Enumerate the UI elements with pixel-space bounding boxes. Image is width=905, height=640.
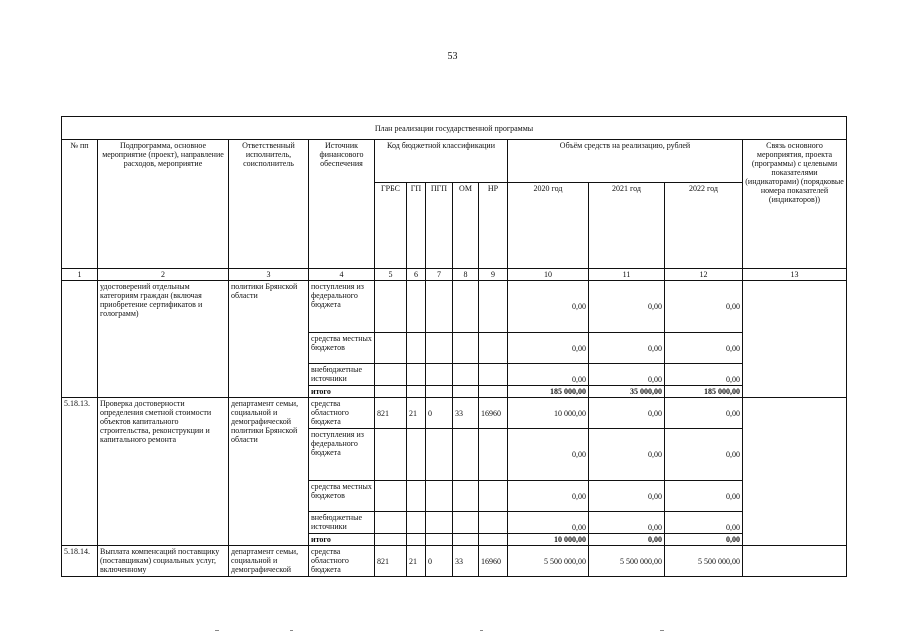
header-name: Подпрограмма, основное мероприятие (проект), направление расходов, мероприятие [98,140,229,269]
header-om: ОМ [453,183,479,269]
value-2020: 0,00 [508,281,589,333]
column-number: 7 [426,269,453,281]
header-np: НР [479,183,508,269]
value-2020: 0,00 [508,512,589,534]
row-source: поступления из федерального бюджета [309,429,375,481]
row-responsible: политики Брянской области [229,281,309,398]
row-source: средства областного бюджета [309,546,375,577]
column-number: 3 [229,269,309,281]
column-number: 13 [743,269,847,281]
header-responsible: Ответственный исполнитель, соисполнитель [229,140,309,269]
total-2021: 35 000,00 [589,386,665,398]
row-source: внебюджетные источники [309,512,375,534]
row-source: средства местных бюджетов [309,333,375,364]
header-grbs: ГРБС [375,183,407,269]
row-responsible: департамент семьи, социальной и демографической [229,546,309,577]
code-gp: 21 [407,398,426,429]
header-budget-code: Код бюджетной классификации [375,140,508,183]
column-number: 6 [407,269,426,281]
row-num: 5.18.14. [62,546,98,577]
column-number: 10 [508,269,589,281]
code-np: 16960 [479,398,508,429]
row-source-total: итого [309,386,375,398]
scan-mark [215,630,219,631]
value-2020: 10 000,00 [508,398,589,429]
value-2022: 5 500 000,00 [665,546,743,577]
value-2021: 5 500 000,00 [589,546,665,577]
value-2020: 0,00 [508,364,589,386]
value-2021: 0,00 [589,481,665,512]
row-source: внебюджетные источники [309,364,375,386]
column-number: 9 [479,269,508,281]
value-2021: 0,00 [589,429,665,481]
row-link [743,281,847,398]
table-title: План реализации государственной программы [62,117,847,140]
code-grbs: 821 [375,546,407,577]
value-2022: 0,00 [665,398,743,429]
code-grbs: 821 [375,398,407,429]
page-number: 53 [447,51,458,62]
value-2022: 0,00 [665,364,743,386]
column-number: 2 [98,269,229,281]
header-pgp: ПГП [426,183,453,269]
header-2022: 2022 год [665,183,743,269]
row-name: удостоверений отдельным категориям граждан (включая приобретение сертификатов и голограмм) [98,281,229,398]
code-pgp: 0 [426,398,453,429]
total-2022: 185 000,00 [665,386,743,398]
code-np: 16960 [479,546,508,577]
value-2020: 5 500 000,00 [508,546,589,577]
column-number: 12 [665,269,743,281]
code-gp: 21 [407,546,426,577]
value-2021: 0,00 [589,281,665,333]
header-2020: 2020 год [508,183,589,269]
row-num: 5.18.13. [62,398,98,546]
header-2021: 2021 год [589,183,665,269]
value-2022: 0,00 [665,512,743,534]
row-num-empty [62,281,98,398]
row-name: Проверка достоверности определения сметной стоимости объектов капитального строительства, реконструкции и капитального ремонта [98,398,229,546]
value-2021: 0,00 [589,398,665,429]
total-2020: 185 000,00 [508,386,589,398]
row-source: средства местных бюджетов [309,481,375,512]
total-2020: 10 000,00 [508,534,589,546]
header-gp: ГП [407,183,426,269]
code-om: 33 [453,546,479,577]
column-number: 11 [589,269,665,281]
value-2022: 0,00 [665,333,743,364]
budget-plan-table [61,116,847,577]
total-2021: 0,00 [589,534,665,546]
code-om: 33 [453,398,479,429]
header-num: № пп [62,140,98,269]
column-number: 5 [375,269,407,281]
row-link [743,398,847,546]
scan-mark [660,630,664,631]
header-link: Связь основного мероприятия, проекта (программы) с целевыми показателями (индикаторами) (порядковые номера показателей (индикаторов)) [743,140,847,269]
header-funds: Объём средств на реализацию, рублей [508,140,743,183]
value-2022: 0,00 [665,429,743,481]
column-number: 8 [453,269,479,281]
value-2021: 0,00 [589,364,665,386]
row-link [743,546,847,577]
table-row [62,546,847,577]
row-responsible: департамент семьи, социальной и демографической политики Брянской области [229,398,309,546]
scan-mark [480,630,483,631]
code-pgp: 0 [426,546,453,577]
table-row [62,281,847,333]
value-2020: 0,00 [508,333,589,364]
row-source-total: итого [309,534,375,546]
column-number: 4 [309,269,375,281]
value-2022: 0,00 [665,481,743,512]
table-row [62,398,847,429]
row-source: средства областного бюджета [309,398,375,429]
scan-mark [290,630,293,631]
value-2022: 0,00 [665,281,743,333]
value-2021: 0,00 [589,333,665,364]
value-2020: 0,00 [508,429,589,481]
column-number: 1 [62,269,98,281]
row-name: Выплата компенсаций поставщику (поставщикам) социальных услуг, включенному [98,546,229,577]
value-2020: 0,00 [508,481,589,512]
value-2021: 0,00 [589,512,665,534]
header-source: Источник финансового обеспечения [309,140,375,269]
total-2022: 0,00 [665,534,743,546]
row-source: поступления из федерального бюджета [309,281,375,333]
